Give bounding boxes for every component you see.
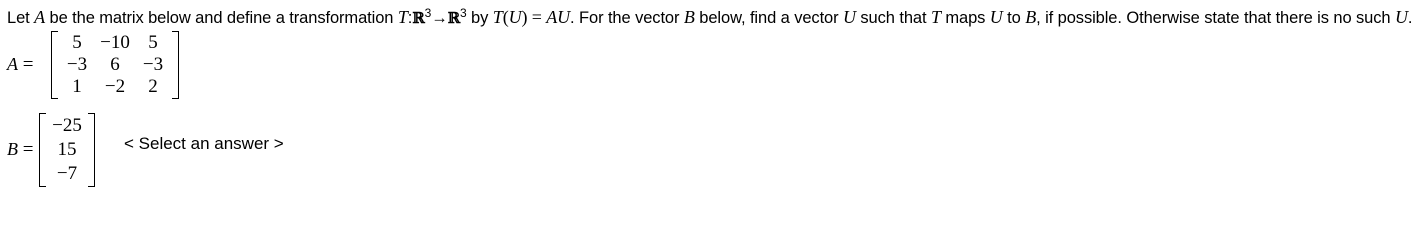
matrix-cell: −10 — [100, 32, 130, 53]
vector-b — [7, 112, 95, 188]
matrix-a-label — [7, 54, 51, 76]
maps-to-arrow: → — [431, 9, 448, 27]
matrix-cell: −3 — [142, 54, 164, 75]
transform-variable: T — [930, 7, 941, 27]
text-segment: . — [1407, 9, 1412, 27]
codomain-symbol: ℝ — [447, 9, 460, 27]
matrix-cell: 1 — [72, 76, 82, 97]
left-bracket — [39, 113, 46, 187]
paren-open: ( — [502, 7, 509, 27]
problem-statement — [7, 6, 1412, 29]
text-segment: Let — [7, 9, 35, 27]
vector-variable: B — [1025, 7, 1037, 27]
matrix-cell: 5 — [148, 32, 158, 53]
product-expression: AU — [546, 7, 571, 27]
text-segment: be the matrix below and define a transformation — [45, 9, 398, 27]
vector-b-label — [7, 139, 39, 161]
transform-variable: T — [492, 7, 503, 27]
matrix-cell: 2 — [148, 76, 158, 97]
vector-variable: U — [989, 7, 1003, 27]
vector-variable: U — [508, 7, 522, 27]
codomain-exponent: 3 — [459, 6, 467, 20]
matrix-cell: −3 — [66, 54, 88, 75]
text-segment: . For the vector — [570, 9, 684, 27]
vector-entry: −25 — [52, 115, 82, 136]
right-bracket — [172, 31, 179, 99]
paren-close-equals: ) = — [521, 7, 547, 27]
domain-symbol: ℝ — [412, 9, 425, 27]
text-segment: : — [407, 9, 413, 27]
equals-sign: = — [18, 139, 34, 160]
answer-select-dropdown[interactable]: < Select an answer > — [124, 134, 284, 153]
vector-b-grid — [47, 114, 87, 186]
transform-variable: T — [397, 7, 408, 27]
matrix-cell: 5 — [72, 32, 82, 53]
text-segment: maps — [940, 9, 990, 27]
matrix-a-name: A — [7, 54, 18, 74]
vector-variable: U — [843, 7, 856, 27]
text-segment: to — [1002, 9, 1026, 27]
vector-variable: U — [1394, 7, 1408, 27]
text-segment: by — [466, 9, 493, 27]
domain-exponent: 3 — [424, 6, 432, 20]
text-segment: below, find a vector — [694, 9, 844, 27]
vector-entry: 15 — [57, 139, 77, 160]
right-bracket — [88, 113, 95, 187]
matrix-a-grid — [60, 32, 170, 98]
vector-variable: B — [683, 7, 695, 27]
matrix-cell: −2 — [104, 76, 126, 97]
matrix-cell: 6 — [110, 54, 120, 75]
left-bracket — [51, 31, 58, 99]
vector-entry: −7 — [56, 163, 78, 184]
text-segment: such that — [855, 9, 931, 27]
vector-b-name: B — [7, 139, 18, 159]
matrix-variable: A — [34, 7, 46, 27]
equals-sign: = — [18, 54, 34, 75]
text-segment: , if possible. Otherwise state that there is no such — [1036, 9, 1395, 27]
matrix-a — [7, 30, 179, 100]
